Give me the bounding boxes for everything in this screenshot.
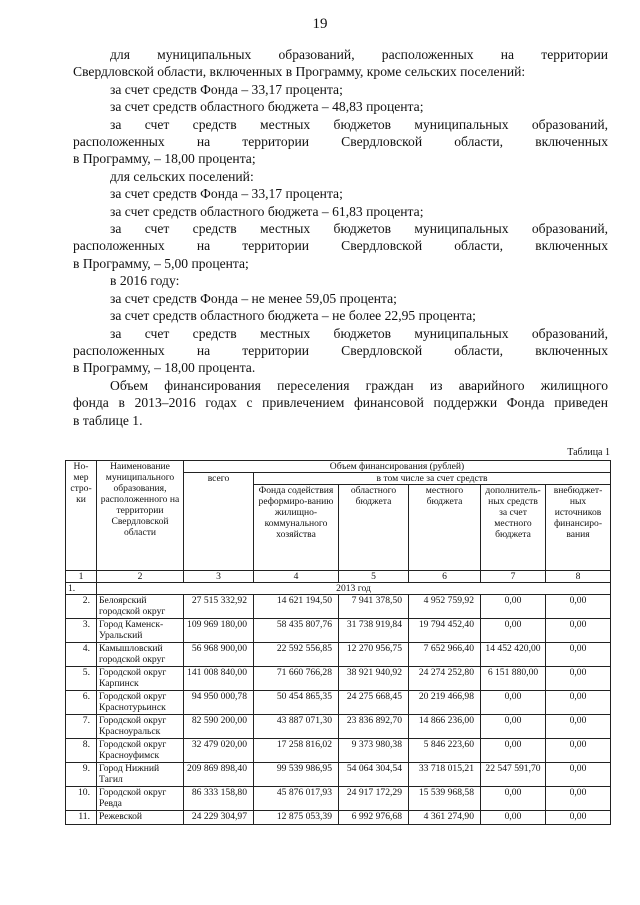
header-number: Но-мер стро-ки xyxy=(66,461,97,571)
row-total: 94 950 000,78 xyxy=(184,691,254,715)
paragraph-line: в Программу, – 5,00 процента; xyxy=(73,255,249,271)
table-row xyxy=(66,691,611,715)
header-including: в том числе за счет средств xyxy=(254,473,611,485)
row-regional: 54 064 304,54 xyxy=(339,763,409,787)
row-number: 6. xyxy=(66,691,97,715)
column-number: 3 xyxy=(184,571,254,583)
row-additional: 22 547 591,70 xyxy=(481,763,546,787)
financing-table xyxy=(65,460,611,825)
row-number: 7. xyxy=(66,715,97,739)
header-name: Наименование муниципального образования, расположенного на территории Свердловской области xyxy=(97,461,184,571)
header-fund: Фонда содействия реформиро-ванию жилищно-коммунального хозяйства xyxy=(254,485,339,571)
row-regional: 6 992 976,68 xyxy=(339,811,409,825)
row-total: 82 590 200,00 xyxy=(184,715,254,739)
row-fund: 71 660 766,28 xyxy=(254,667,339,691)
row-number: 5. xyxy=(66,667,97,691)
row-extrabudget: 0,00 xyxy=(546,787,611,811)
row-number: 3. xyxy=(66,619,97,643)
header-local: местного бюджета xyxy=(409,485,481,571)
header-regional: областного бюджета xyxy=(339,485,409,571)
row-extrabudget: 0,00 xyxy=(546,643,611,667)
paragraph-line: за счет средств местных бюджетов муниципальных образований, xyxy=(110,221,608,237)
paragraph-line: в 2016 году: xyxy=(110,273,180,289)
section-label: 2013 год xyxy=(97,583,611,595)
row-fund: 45 876 017,93 xyxy=(254,787,339,811)
row-extrabudget: 0,00 xyxy=(546,715,611,739)
table-row xyxy=(66,739,611,763)
row-extrabudget: 0,00 xyxy=(546,811,611,825)
section-number: 1. xyxy=(66,583,97,595)
row-total: 86 333 158,80 xyxy=(184,787,254,811)
paragraph-line: расположенных на территории Свердловской области, включенных xyxy=(73,238,608,254)
table-row xyxy=(66,811,611,825)
row-total: 56 968 900,00 xyxy=(184,643,254,667)
paragraph-line: за счет средств Фонда – 33,17 процента; xyxy=(110,81,343,97)
row-regional: 24 917 172,29 xyxy=(339,787,409,811)
row-name: Городской округ Краснотурьинск xyxy=(97,691,184,715)
row-local: 14 866 236,00 xyxy=(409,715,481,739)
row-fund: 43 887 071,30 xyxy=(254,715,339,739)
row-extrabudget: 0,00 xyxy=(546,595,611,619)
row-local: 33 718 015,21 xyxy=(409,763,481,787)
row-extrabudget: 0,00 xyxy=(546,763,611,787)
paragraph-line: расположенных на территории Свердловской области, включенных xyxy=(73,342,608,358)
row-number: 2. xyxy=(66,595,97,619)
row-regional: 9 373 980,38 xyxy=(339,739,409,763)
row-total: 141 008 840,00 xyxy=(184,667,254,691)
paragraph-line: фонда в 2013–2016 годах с привлечением финансовой поддержки Фонда приведен xyxy=(73,395,608,411)
row-local: 7 652 966,40 xyxy=(409,643,481,667)
column-number: 5 xyxy=(339,571,409,583)
row-total: 109 969 180,00 xyxy=(184,619,254,643)
table-row xyxy=(66,619,611,643)
table-caption: Таблица 1 xyxy=(567,447,610,458)
row-additional: 0,00 xyxy=(481,811,546,825)
table-row xyxy=(66,643,611,667)
paragraph-line: за счет средств Фонда – не менее 59,05 процента; xyxy=(110,290,397,306)
column-number: 1 xyxy=(66,571,97,583)
table-row xyxy=(66,715,611,739)
column-number: 2 xyxy=(97,571,184,583)
row-local: 5 846 223,60 xyxy=(409,739,481,763)
paragraph-line: Объем финансирования переселения граждан из аварийного жилищного xyxy=(110,377,608,393)
row-local: 20 219 466,98 xyxy=(409,691,481,715)
row-extrabudget: 0,00 xyxy=(546,739,611,763)
column-numbers-row xyxy=(66,571,611,583)
row-regional: 12 270 956,75 xyxy=(339,643,409,667)
paragraph-line: в таблице 1. xyxy=(73,412,143,428)
header-volume: Объем финансирования (рублей) xyxy=(184,461,611,473)
section-row xyxy=(66,583,611,595)
paragraph-line: за счет средств местных бюджетов муниципальных образований, xyxy=(110,116,608,132)
table-row xyxy=(66,787,611,811)
row-name: Режевской xyxy=(97,811,184,825)
header-extrabudget: внебюджет-ных источников финансиро-вания xyxy=(546,485,611,571)
row-name: Город Нижний Тагил xyxy=(97,763,184,787)
table-row xyxy=(66,667,611,691)
row-number: 11. xyxy=(66,811,97,825)
header-additional: дополнитель-ных средств за счет местного бюджета xyxy=(481,485,546,571)
row-additional: 6 151 880,00 xyxy=(481,667,546,691)
row-fund: 14 621 194,50 xyxy=(254,595,339,619)
row-fund: 99 539 986,95 xyxy=(254,763,339,787)
row-regional: 38 921 940,92 xyxy=(339,667,409,691)
row-local: 4 952 759,92 xyxy=(409,595,481,619)
row-additional: 0,00 xyxy=(481,739,546,763)
paragraph-line: за счет средств областного бюджета – не более 22,95 процента; xyxy=(110,308,476,324)
row-total: 27 515 332,92 xyxy=(184,595,254,619)
row-regional: 24 275 668,45 xyxy=(339,691,409,715)
header-total: всего xyxy=(184,473,254,571)
row-local: 15 539 968,58 xyxy=(409,787,481,811)
row-total: 209 869 898,40 xyxy=(184,763,254,787)
row-name: Белоярский городской округ xyxy=(97,595,184,619)
paragraph-line: в Программу, – 18,00 процента. xyxy=(73,360,256,376)
column-number: 8 xyxy=(546,571,611,583)
paragraph-line: в Программу, – 18,00 процента; xyxy=(73,151,256,167)
row-local: 19 794 452,40 xyxy=(409,619,481,643)
row-name: Городской округ Красноуфимск xyxy=(97,739,184,763)
row-additional: 0,00 xyxy=(481,787,546,811)
paragraph-line: за счет средств местных бюджетов муниципальных образований, xyxy=(110,325,608,341)
table-row xyxy=(66,595,611,619)
paragraph-line: за счет средств Фонда – 33,17 процента; xyxy=(110,186,343,202)
body-text xyxy=(73,46,608,429)
paragraph-line: расположенных на территории Свердловской области, включенных xyxy=(73,134,608,150)
row-name: Камышловский городской округ xyxy=(97,643,184,667)
row-fund: 12 875 053,39 xyxy=(254,811,339,825)
row-fund: 17 258 816,02 xyxy=(254,739,339,763)
row-number: 8. xyxy=(66,739,97,763)
column-number: 7 xyxy=(481,571,546,583)
row-regional: 7 941 378,50 xyxy=(339,595,409,619)
column-number: 6 xyxy=(409,571,481,583)
row-total: 24 229 304,97 xyxy=(184,811,254,825)
row-local: 24 274 252,80 xyxy=(409,667,481,691)
row-additional: 0,00 xyxy=(481,715,546,739)
table-body xyxy=(66,595,611,825)
row-additional: 0,00 xyxy=(481,691,546,715)
page-number: 19 xyxy=(312,16,328,32)
paragraph-line: для сельских поселений: xyxy=(110,168,254,184)
paragraph-line: за счет средств областного бюджета – 48,83 процента; xyxy=(110,99,424,115)
row-total: 32 479 020,00 xyxy=(184,739,254,763)
row-number: 10. xyxy=(66,787,97,811)
row-name: Городской округ Карпинск xyxy=(97,667,184,691)
row-fund: 50 454 865,35 xyxy=(254,691,339,715)
row-extrabudget: 0,00 xyxy=(546,667,611,691)
row-regional: 23 836 892,70 xyxy=(339,715,409,739)
row-name: Городской округ Красноуральск xyxy=(97,715,184,739)
row-local: 4 361 274,90 xyxy=(409,811,481,825)
row-regional: 31 738 919,84 xyxy=(339,619,409,643)
table-row xyxy=(66,763,611,787)
row-fund: 58 435 807,76 xyxy=(254,619,339,643)
row-extrabudget: 0,00 xyxy=(546,691,611,715)
row-additional: 0,00 xyxy=(481,595,546,619)
row-extrabudget: 0,00 xyxy=(546,619,611,643)
row-name: Городской округ Ревда xyxy=(97,787,184,811)
row-additional: 14 452 420,00 xyxy=(481,643,546,667)
table-header xyxy=(66,461,611,595)
row-number: 9. xyxy=(66,763,97,787)
row-number: 4. xyxy=(66,643,97,667)
paragraph-line: за счет средств областного бюджета – 61,83 процента; xyxy=(110,203,424,219)
paragraph-line: для муниципальных образований, расположенных на территории xyxy=(110,47,608,62)
paragraph-line: Свердловской области, включенных в Программу, кроме сельских поселений: xyxy=(73,64,526,80)
row-name: Город Каменск-Уральский xyxy=(97,619,184,643)
row-fund: 22 592 556,85 xyxy=(254,643,339,667)
column-number: 4 xyxy=(254,571,339,583)
row-additional: 0,00 xyxy=(481,619,546,643)
